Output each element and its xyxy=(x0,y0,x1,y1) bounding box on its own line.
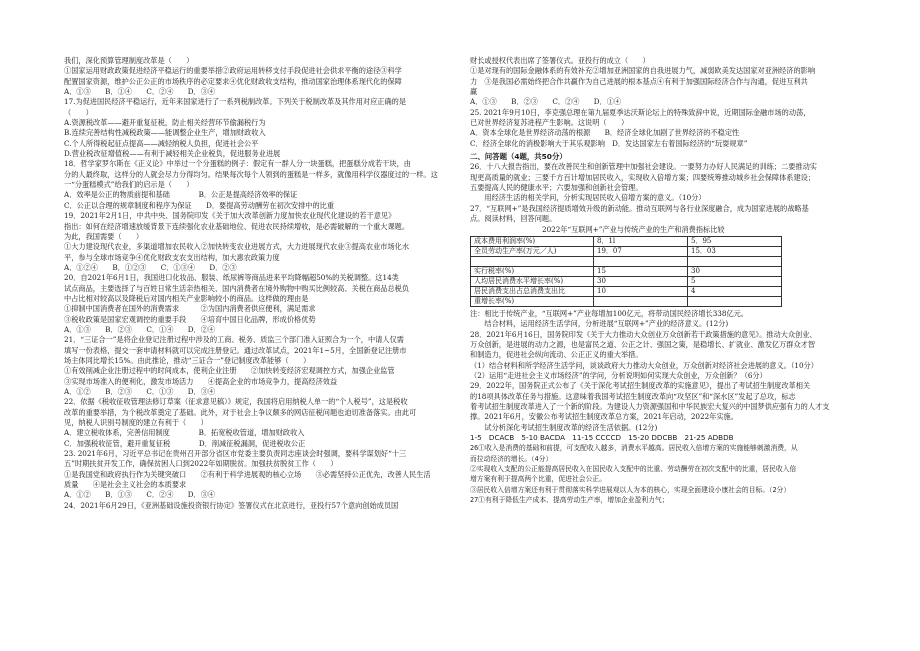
left-column xyxy=(64,56,457,511)
text-line: 28．2021年6月16日，国务院印发《关于大力推动大众创业万众创新若干政策措施的意见》。推动大众创业、 xyxy=(470,329,817,339)
table-cell: 19．07 xyxy=(594,246,688,256)
text-line: A．①②④ B．①②③ C．①③④ D．②③ xyxy=(64,262,237,272)
text-line: ③实现市场准入的便利化，激发市场活力 ④提高企业的市场竞争力，提高经济效益 xyxy=(64,376,338,386)
text-line: C．公正以合理的规章制度和程序为保证 D．要提高劳动酬劳在初次安排中的比重 xyxy=(64,200,335,210)
text-line: ③税收政策是国家宏观调控的重要手段 ④培育中国日化品牌，形成价格优势 xyxy=(64,314,316,324)
text-line: 配置国家资源，维护公正公正的市场秩序的必定要求④优化财政收支结构，推动国家治理体系现代化的保障 xyxy=(64,76,402,86)
table-cell: 10 xyxy=(594,286,688,296)
text-line: 25. 2021年9月10日，李克强总理在第九届夏季达沃斯论坛上的特殊致辞中说，近期国际金融市场的动荡， xyxy=(470,107,811,117)
text-line: A．建立税收体系，完善信用制度 B．拓宽税收管道，增加财政收入 xyxy=(64,428,305,438)
table-row xyxy=(471,276,782,286)
text-line: C．经济全球化的消极影响大于其乐观影响 D．发达国家左右着国际经济的“玩耍规章” xyxy=(470,138,748,148)
text-line: ①有效削减企业注册过程中的时间成本，使利企业注册 ②加快转变经济宏观调控方式，加强企业监管 xyxy=(64,366,395,376)
table-cell xyxy=(594,256,688,266)
text-line: 的18项具体改革任务与措施。这意味着我国考试招生制度改革向“攻坚区”和“深水区”发起了总攻，标志 xyxy=(470,391,796,401)
text-line: 结合材料，运用经济生活学问，分析进展“互联网+”产业的经济意义。(12分) xyxy=(470,319,729,329)
table-row xyxy=(471,246,782,256)
text-line: （2）运用“走进社会主义市场经济”的学问，分析说明如何实现大众创业，万众创新？（6分） xyxy=(470,370,767,380)
text-line: ①是对现有的国际金融体系的有效补充②增加亚洲国家的自我进展力气，减弱欧美发达国家对亚洲经济的影响 xyxy=(470,66,816,76)
text-line: 指出：如何在经济增速放缓背景下连续强化农业基础地位、促进农民持续增收，是必需破解的一个重大课题。 xyxy=(64,221,410,231)
text-line: 19．2021年2月1日，中共中央、国务院印发《关于加大改革创新力度加快农业现代化建设的若干意见》 xyxy=(64,211,396,221)
text-line: 29．2022年，国务院正式公布了《关于深化考试招生制度改革的实施意见》，提出了考试招生制度改革相关 xyxy=(470,381,811,391)
table-cell: 5 xyxy=(688,276,782,286)
table-cell xyxy=(688,256,782,266)
text-line: 现更高质量的就业；三要千方百计增加居民收入，实现收入倍增方案；四要统筹推动城乡社会保障体系建设； xyxy=(470,172,816,182)
answer-line: 增方案有利于提高两个比重，促进社会公正。 xyxy=(470,475,606,484)
text-line: 23. 2021年6月，习近平总书记在贵州召开部分省区市党委主要负责同志座谈会时强调，要科学谋划好“十三 xyxy=(64,449,407,459)
text-line: A．①③ B．②③ C．①④ D．②④ xyxy=(64,324,216,334)
table-caption: 2022年“互联网+”产业与传统产业的生产和消费指标比较 xyxy=(542,224,725,234)
text-line: 改革的重要举措，为个税改革奠定了基础。此外，对于社会上争议颇多的网店征税问题也迫切准备落实。由此可 xyxy=(64,407,417,417)
text-line: 力 ③是我国必需始终把合作共赢作为自己进展的根本基点④有利于加强国际经济合作与沟通，促进互利共 xyxy=(470,76,808,86)
text-line: 场主体同比增长15%。由此推论，推动“三证合一”登记制度改革能够（ ） xyxy=(64,355,311,365)
text-line: 和制造力，促进社会纵向流动、公正正义的重大举措。 xyxy=(470,350,643,360)
table-cell: 15 xyxy=(594,266,688,276)
comparison-table xyxy=(470,236,782,307)
table-cell: 成本费用利润率(%) xyxy=(471,236,594,246)
table-row xyxy=(471,236,782,246)
text-line: 24．2021年6月29日，《亚洲基础设施投资银行协定》签署仪式在北京进行，亚投行57个意向创始成员国 xyxy=(64,500,399,510)
text-line: （ ） xyxy=(64,107,93,117)
table-row xyxy=(471,286,782,296)
text-line: 18．哲学家罗尔斯在《正义论》中举过一个分蛋糕的例子：假定有一群人分一块蛋糕，把蛋糕分成若干块，由 xyxy=(64,159,411,169)
text-line: C．加强税收征管，避开重复征税 D．削减征税漏洞，促进税收公正 xyxy=(64,438,306,448)
text-line: 赢 xyxy=(470,87,478,97)
text-line: A．①③ B．①④ C．②④ D．③④ xyxy=(64,87,216,97)
answer-line: ③居民收入倍增方案还有利于贯彻落实科学进展观以人为本的核心，实现全面建设小康社会的目标。（2分） xyxy=(470,485,791,494)
table-cell: 30 xyxy=(594,276,688,286)
text-line: 万众创新，是进展的动力之源，也是富民之道、公正之计、强国之策，是稳增长、扩就业、激发亿万群众才智 xyxy=(470,339,816,349)
text-line: 27．“互联网+”是我国经济提质增效升级的新动能。推动互联网与各行业深度融合，成为国家进展的战略基 xyxy=(470,203,809,213)
table-cell xyxy=(688,296,782,306)
text-line: A．①② B．②③ C．①③ D．③④ xyxy=(64,387,216,396)
text-line: 点。阅读材料，回答问题。 xyxy=(470,214,557,224)
text-line: 着考试招生制度改革进入了一个新的阶段。为建设人力资源强国和中华民族宏大复兴的中国梦供应强有力的人才支 xyxy=(470,401,830,411)
answer-line: ②实现收入支配的公正能提高居民收入在国民收入支配中的比重、劳动酬劳在初次支配中的比重，居民收入倍 xyxy=(470,465,797,473)
answer-line: 而拉动经济的增长。（4分） xyxy=(470,454,553,463)
table-row xyxy=(471,266,782,276)
text-line: 注：相比于传统产业，“互联网+”产业每增加100亿元，将带动国民经济增长338亿元。 xyxy=(470,308,748,318)
section-heading: 二、问答题（4题，共50分） xyxy=(470,152,567,162)
text-line: ①抑制中国消费者在国外的消费需求 ②为国内消费者供应便利，满足需求 xyxy=(64,304,316,314)
text-line: 22．依据《税收征收管理法修订草案（征求意见稿）》规定，我国将启用纳税人单一的“个人税号”，这是税收 xyxy=(64,397,408,407)
text-line: 财长或授权代表出席了签署仪式。亚投行的成立（ ） xyxy=(470,56,650,65)
text-line: 一“分蛋糕模式”给我们的启示是（ ） xyxy=(64,180,194,190)
text-line: 26．十八大报告指出，要在改善民生和创新管理中加强社会建设。一要努力办好人民满足的训练；二要推动实 xyxy=(470,162,817,172)
text-line: B.连续完善结构性减税政策——能调整企业生产，增加财政收入 xyxy=(64,128,266,138)
text-line: 17.为促进国民经济平稳运行，近年来国家进行了一系列税制改革。下列关于税制改革及其作用对应正确的是 xyxy=(64,97,407,107)
text-line: 填写一份表格，提交一套申请材料就可以完成注册登记。通过改革试点，2021年1~5月，全国新登记注册市 xyxy=(64,345,407,355)
text-line: 撑。2021年6月，安徽公布考试招生制度改革总方案，2021年启动，2022年实施。 xyxy=(470,412,738,422)
text-line: （1）结合材料和所学经济生活学问，谈谈政府大力推动大众创业，万众创新对经济社会进展的意义。（10分） xyxy=(470,360,818,370)
answer-line: 27①有利于降低生产成本、提高劳动生产率，增加企业盈利力气； xyxy=(470,496,669,505)
table-row xyxy=(471,256,782,266)
text-line: A．效率是公正的物质前提和基础 B．公正是提高经济效率的保证 xyxy=(64,190,298,200)
table-cell: 重增长率(%) xyxy=(471,296,594,306)
table-cell xyxy=(471,256,594,266)
answer-line: 26①收入是消费的基础和前提，可支配收入越多，消费水平越高。居民收入倍增方案的实施能够刺激消费，从 xyxy=(470,444,798,453)
text-line: A．①② B．①③ C．②④ D．③④ xyxy=(64,490,216,500)
table-cell: 5．95 xyxy=(688,236,782,246)
text-line: A．①③ B．②③ C．②④ D．①④ xyxy=(470,97,622,107)
answer-key: 1-5 DCACB 5-10 BACDA 11-15 CCCCD 15-20 DDCBB 21-25 ADBDB xyxy=(470,432,734,442)
text-line: 平，参与全球市场竞争④优化财政支农支出结构，加大惠农政策力度 xyxy=(64,252,280,262)
table-cell: 居民消费支出占总消费支出比 xyxy=(471,286,594,296)
table-row xyxy=(471,296,782,306)
text-line: 见，纳税人识别号制度的建立有利于（ ） xyxy=(64,418,208,428)
text-line: ①是我国党和政府执行作为关键突破口 ②有利于科学进展观的核心立场 ③必需坚持公正优先，改善人民生活 xyxy=(64,469,431,479)
text-line: 试分析深化考试招生制度改革的经济生活依据。(12分) xyxy=(470,422,658,432)
table-cell: 实行税率(%) xyxy=(471,266,594,276)
text-line: D.营业税改征增值税——有利于减轻相关企业税负，促进服务业进展 xyxy=(64,149,281,159)
text-line: 已对世界经济复苏进程产生影响。这说明（ ） xyxy=(470,118,629,128)
table-cell: 30 xyxy=(688,266,782,276)
text-line: ①国家运用财政政策促进经济平稳运行的重要举措②政府运用转移支付手段促进社会供求平衡的途径③科学 xyxy=(64,66,402,76)
text-line: A.资源税改革——避开重复征税，防止相关经营环节偷漏税行为 xyxy=(64,118,266,128)
text-line: 21．“三证合一”是将企业登记注册过程中涉及的工商、税务、质监三个部门准入证照合为一个，中请人仅需 xyxy=(64,335,404,345)
table-cell: 人均居民消费水平增长率(%) xyxy=(471,276,594,286)
text-line: 我们，深化预算管理制度改革是（ ） xyxy=(64,56,194,65)
text-line: ①大力建设现代农业，多渠道增加农民收入②加快转变农业进展方式，大力进展现代农业③提高农业市场化水 xyxy=(64,242,410,252)
text-line: 为此，我国需要（ ） xyxy=(64,231,144,241)
text-line: 20．自2021年6月1日，我国进口化妆品、服装、纸尿裤等商品进来平均降幅超50%的关税调整。这14类 xyxy=(64,273,399,283)
text-line: 试点商品，主要选择了与百姓日常生活亲热相关、国内消费者在境外购物中购买比例较高、关税在商品总税负 xyxy=(64,283,410,293)
table-cell: 全员劳动生产率(万元／人) xyxy=(471,246,594,256)
text-line: 五”时期扶贫开发工作，确保贫困人口到2022年如期脱贫。加强扶贫脱贫工作（ ） xyxy=(64,459,338,469)
text-line: 分的人最终取，这样分的人就会尽力分得均匀。结果每次每个人领到的蛋糕是一样多，就像用科学仪器度过的一样。这 xyxy=(64,169,438,179)
table-cell: 8．1l xyxy=(594,236,688,246)
text-line: C.个人所得税起征点提高——减轻纳税人负担，促进社会公平 xyxy=(64,138,259,148)
table-cell xyxy=(594,296,688,306)
table-cell: 15．03 xyxy=(688,246,782,256)
table-cell: 4 xyxy=(688,286,782,296)
text-line: 用经济生活的相关学问，分析实现居民收入倍增方案的意义。（10分） xyxy=(470,193,706,203)
text-line: 质量 ④是社会主义社会的本质要求 xyxy=(64,480,187,490)
text-line: 五要提高人民的健康水平；六要加强和创新社会管理。 xyxy=(470,183,643,193)
text-line: 中占比相对较高以及降税后对国内相关产业影响较小的商品。这样做的理由是 xyxy=(64,293,309,303)
text-line: A．资本全球化是世界经济动荡的根源 B．经济全球化加剧了世界经济的不稳定性 xyxy=(470,128,740,138)
right-column xyxy=(470,56,862,505)
